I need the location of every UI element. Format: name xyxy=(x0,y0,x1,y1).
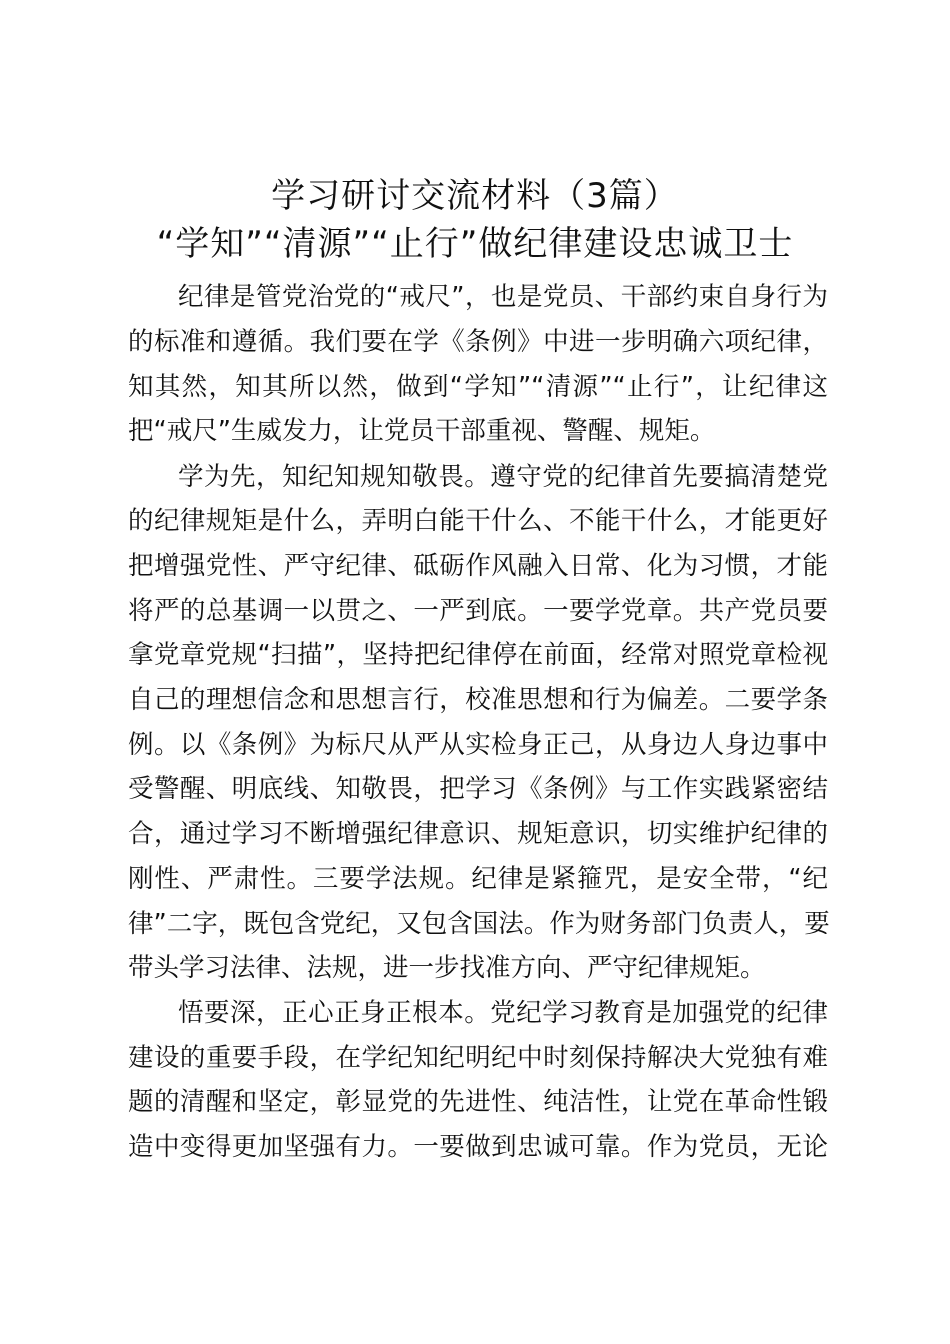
paragraph-line: 学为先，知纪知规知敬畏。遵守党的纪律首先要搞清楚党 xyxy=(178,462,828,492)
document-title: 学习研讨交流材料（3篇） xyxy=(271,176,679,216)
paragraph-line: 造中变得更加坚强有力。一要做到忠诚可靠。作为党员，无论 xyxy=(128,1132,828,1162)
paragraph-line: 建设的重要手段，在学纪知纪明纪中时刻保持解决大党独有难 xyxy=(128,1043,828,1073)
paragraph-line: 拿党章党规“扫描”，坚持把纪律停在前面，经常对照党章检视 xyxy=(128,640,828,670)
paragraph-line: 知其然，知其所以然，做到“学知”“清源”“止行”，让纪律这 xyxy=(128,372,828,402)
paragraph-line: 将严的总基调一以贯之、一严到底。一要学党章。共产党员要 xyxy=(128,596,828,626)
paragraph-line: 纪律是管党治党的“戒尺”，也是党员、干部约束自身行为 xyxy=(178,282,828,312)
paragraph-line: 带头学习法律、法规，进一步找准方向、严守纪律规矩。 xyxy=(128,953,766,983)
document-subtitle: “学知”“清源”“止行”做纪律建设忠诚卫士 xyxy=(156,224,794,264)
paragraph-line: 的标准和遵循。我们要在学《条例》中进一步明确六项纪律， xyxy=(128,327,828,357)
paragraph-line: 刚性、严肃性。三要学法规。纪律是紧箍咒，是安全带，“纪 xyxy=(128,864,828,894)
paragraph-line: 例。以《条例》为标尺从严从实检身正己，从身边人身边事中 xyxy=(128,730,828,760)
paragraph-line: 律”二字，既包含党纪，又包含国法。作为财务部门负责人，要 xyxy=(128,909,830,939)
paragraph-line: 的纪律规矩是什么，弄明白能干什么、不能干什么，才能更好 xyxy=(128,506,828,536)
paragraph-line: 题的清醒和坚定，彰显党的先进性、纯洁性，让党在革命性锻 xyxy=(128,1087,828,1117)
paragraph-line: 悟要深，正心正身正根本。党纪学习教育是加强党的纪律 xyxy=(178,998,828,1028)
paragraph-line: 合，通过学习不断增强纪律意识、规矩意识，切实维护纪律的 xyxy=(128,819,828,849)
paragraph-line: 把“戒尺”生威发力，让党员干部重视、警醒、规矩。 xyxy=(128,416,716,446)
paragraph-line: 自己的理想信念和思想言行，校准思想和行为偏差。二要学条 xyxy=(128,685,828,715)
paragraph-line: 把增强党性、严守纪律、砥砺作风融入日常、化为习惯，才能 xyxy=(128,551,828,581)
paragraph-line: 受警醒、明底线、知敬畏，把学习《条例》与工作实践紧密结 xyxy=(128,774,828,804)
